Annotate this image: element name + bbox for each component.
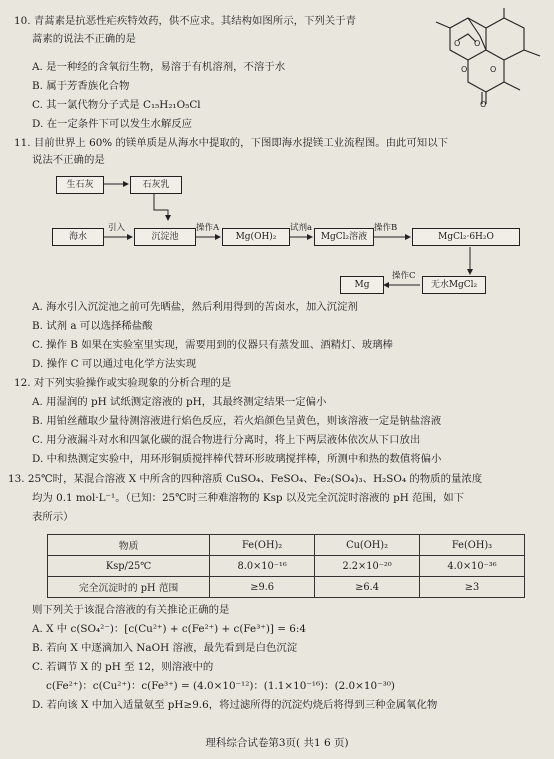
table-cell: ≥9.6 bbox=[210, 577, 315, 598]
table-cell: 8.0×10⁻¹⁶ bbox=[210, 556, 315, 577]
q11-option-d: D. 操作 C 可以通过电化学方法实现 bbox=[32, 358, 197, 370]
page-footer: 理科综合试卷第3页( 共1 6 页) bbox=[205, 737, 349, 749]
flow-label-op-a: 操作A bbox=[196, 223, 220, 233]
q12-option-d: D. 中和热测定实验中，用环形铜质搅拌棒代替环形玻璃搅拌棒，所测中和热的数值将偏小 bbox=[32, 453, 442, 465]
table-header-cell: Fe(OH)₃ bbox=[420, 535, 525, 556]
flow-label-intro: 引入 bbox=[108, 223, 126, 233]
q11-option-c: C. 操作 B 如果在实验室里实现，需要用到的仪器只有蒸发皿、酒精灯、玻璃棒 bbox=[32, 339, 393, 351]
table-cell: ≥6.4 bbox=[315, 577, 420, 598]
table-header-cell: 物质 bbox=[48, 535, 210, 556]
table-cell: Ksp/25℃ bbox=[48, 556, 210, 577]
q10-stem-line2: 蒿素的说法不正确的是 bbox=[32, 33, 136, 45]
table-header-row bbox=[48, 535, 525, 556]
table-header-cell: Cu(OH)₂ bbox=[315, 535, 420, 556]
q12-option-a: A. 用湿润的 pH 试纸测定溶液的 pH，其最终测定结果一定偏小 bbox=[32, 396, 327, 408]
q13-stem-line2: 均为 0.1 mol·L⁻¹。（已知：25℃时三种难溶物的 Ksp 以及完全沉淀时溶液的 pH 范围，如下 bbox=[32, 492, 465, 504]
q10-option-c: C. 其一氯代物分子式是 C₁₅H₂₁O₅Cl bbox=[32, 99, 201, 111]
q12-stem: 12. 对下列实验操作或实验现象的分析合理的是 bbox=[14, 377, 232, 389]
svg-text:O: O bbox=[490, 65, 497, 74]
q13-stem-line1: 13. 25℃时，某混合溶液 X 中所含的四种溶质 CuSO₄、FeSO₄、Fe₂(SO₄)₃、H₂SO₄ 的物质的量浓度 bbox=[8, 473, 483, 485]
q10-option-a: A. 是一种经的含氧衍生物，易溶于有机溶剂，不溶于水 bbox=[32, 61, 286, 73]
q10-option-d: D. 在一定条件下可以发生水解反应 bbox=[32, 118, 193, 130]
q13-option-c-formula: c(Fe²⁺)：c(Cu²⁺)：c(Fe³⁺) = (4.0×10⁻¹²)：(1.1×10⁻¹⁶)：(2.0×10⁻³⁰) bbox=[46, 680, 395, 692]
flow-box-lime-milk: 石灰乳 bbox=[130, 176, 182, 194]
svg-text:O: O bbox=[461, 65, 468, 74]
q12-option-b: B. 用铂丝蘸取少量待测溶液进行焰色反应，若火焰颜色呈黄色，则该溶液一定是钠盐溶液 bbox=[32, 415, 442, 427]
svg-text:O: O bbox=[474, 39, 481, 48]
q11-option-b: B. 试剂 a 可以选择稀盐酸 bbox=[32, 320, 153, 332]
svg-text:O: O bbox=[454, 39, 461, 48]
table-cell: 2.2×10⁻²⁰ bbox=[315, 556, 420, 577]
q13-option-c: C. 若调节 X 的 pH 至 12，则溶液中的 bbox=[32, 661, 214, 673]
flow-label-op-b: 操作B bbox=[374, 223, 398, 233]
ksp-table bbox=[47, 534, 525, 598]
flow-box-seawater: 海水 bbox=[52, 228, 104, 246]
q13-stem-line3: 表所示） bbox=[32, 511, 74, 523]
table-row bbox=[48, 556, 525, 577]
flow-box-settling: 沉淀池 bbox=[134, 228, 196, 246]
flow-box-anhydrous-mgcl2: 无水MgCl₂ bbox=[422, 276, 486, 294]
table-row bbox=[48, 577, 525, 598]
q11-stem-line2: 说法不正确的是 bbox=[32, 154, 105, 166]
q11-option-a: A. 海水引入沉淀池之前可先晒盐，然后利用得到的苦卤水，加入沉淀剂 bbox=[32, 301, 358, 313]
q13-lead: 则下列关于该混合溶液的有关推论正确的是 bbox=[32, 604, 230, 616]
flow-box-mgcl2-solution: MgCl₂溶液 bbox=[314, 228, 374, 246]
flow-label-reagent-a: 试剂a bbox=[290, 223, 313, 233]
flow-label-op-c: 操作C bbox=[392, 271, 416, 281]
q13-option-b: B. 若向 X 中逐滴加入 NaOH 溶液，最先看到是白色沉淀 bbox=[32, 642, 298, 654]
table-header-cell: Fe(OH)₂ bbox=[210, 535, 315, 556]
table-cell: ≥3 bbox=[420, 577, 525, 598]
q13-option-a: A. X 中 c(SO₄²⁻)：[c(Cu²⁺) + c(Fe²⁺) + c(Fe³⁺)] = 6:4 bbox=[32, 623, 306, 635]
flow-box-mg: Mg bbox=[340, 276, 384, 294]
q11-stem-line1: 11. 目前世界上 60% 的镁单质是从海水中提取的，下图即海水提镁工业流程图。由此可知以下 bbox=[14, 137, 448, 149]
q12-option-c: C. 用分液漏斗对水和四氯化碳的混合物进行分离时，将上下两层液体依次从下口放出 bbox=[32, 434, 421, 446]
q10-stem-line1: 10. 青蒿素是抗恶性疟疾特效药，供不应求。其结构如图所示，下列关于青 bbox=[14, 15, 356, 27]
table-cell: 完全沉淀时的 pH 范围 bbox=[48, 577, 210, 598]
flow-box-mgcl2-hydrate: MgCl₂·6H₂O bbox=[412, 228, 520, 246]
flow-box-mgoh2: Mg(OH)₂ bbox=[222, 228, 290, 246]
flow-box-shell-ash: 生石灰 bbox=[56, 176, 104, 194]
table-cell: 4.0×10⁻³⁶ bbox=[420, 556, 525, 577]
q13-option-d: D. 若向该 X 中加入适量氨至 pH≥9.6，将过滤所得的沉淀灼烧后将得到三种金属氧化物 bbox=[32, 699, 438, 711]
svg-text:O: O bbox=[480, 100, 487, 108]
q10-option-b: B. 属于芳香族化合物 bbox=[32, 80, 130, 92]
